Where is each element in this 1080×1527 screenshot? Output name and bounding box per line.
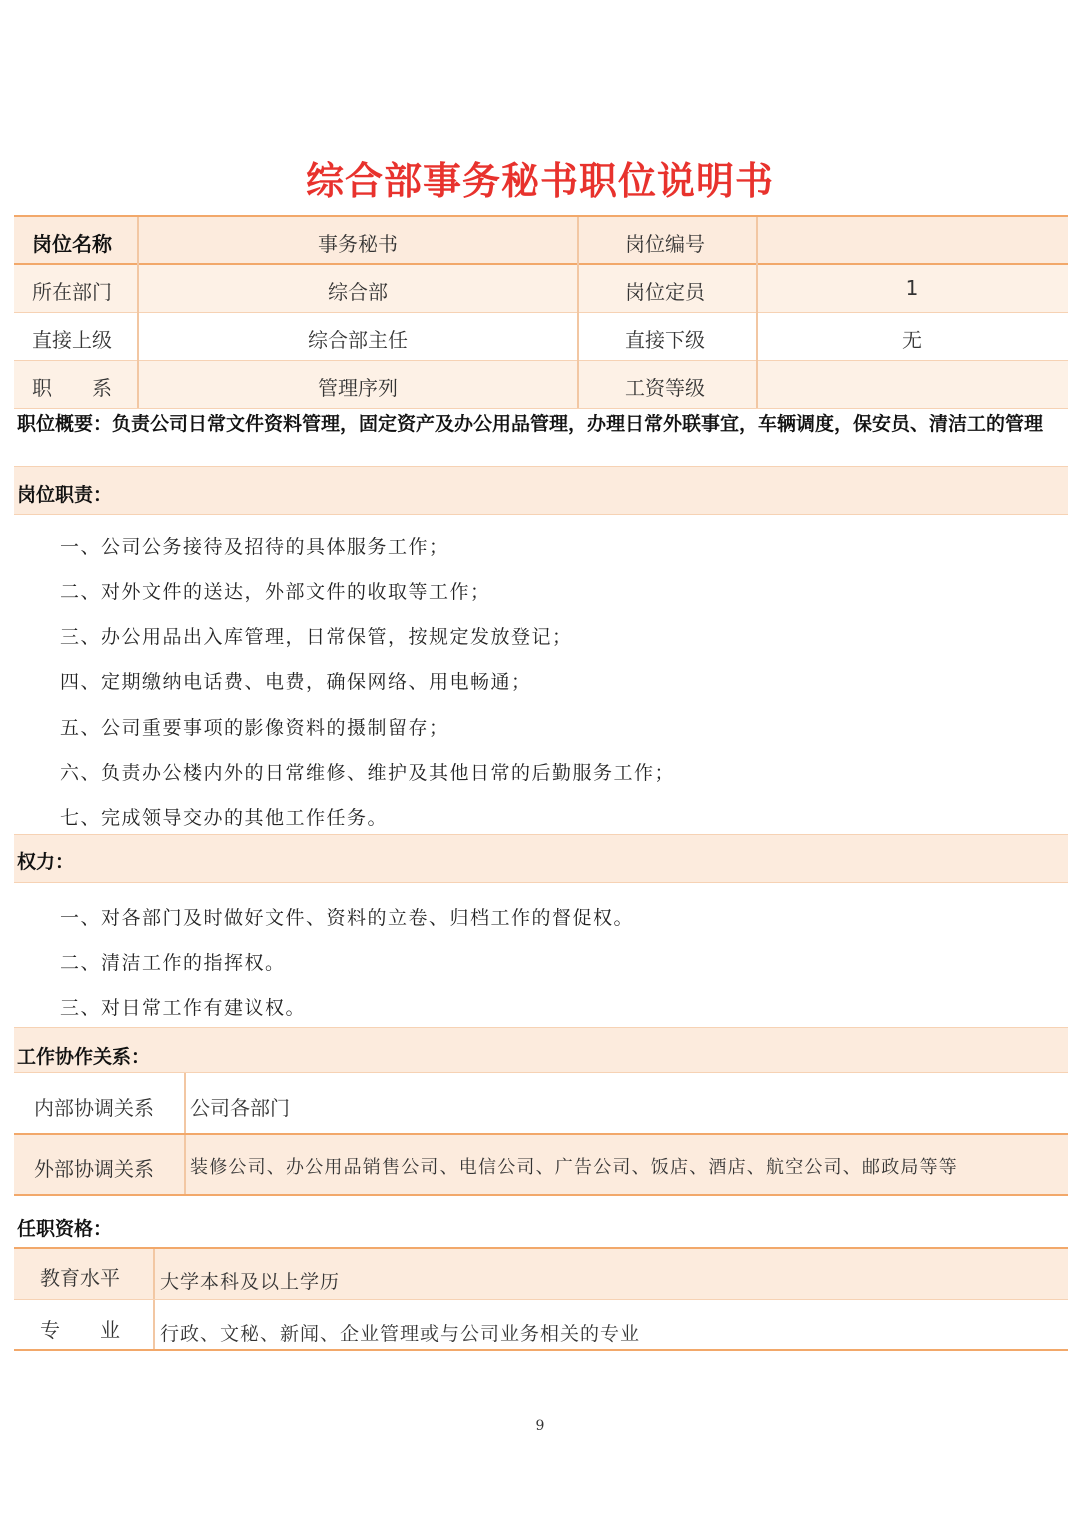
- value-direct-superior: 综合部主任: [308, 328, 408, 352]
- duty-item: 一、公司公务接待及招待的具体服务工作；: [60, 536, 450, 558]
- table-bottom-rule: [14, 1349, 1068, 1351]
- authority-item: 一、对各部门及时做好文件、资料的立卷、归档工作的督促权。: [60, 907, 635, 929]
- internal-coordination-label: 内部协调关系: [34, 1096, 154, 1120]
- value-headcount: 1: [905, 276, 919, 300]
- cooperation-heading: 工作协作关系：: [17, 1046, 151, 1068]
- authority-item: 二、清洁工作的指挥权。: [60, 952, 286, 974]
- duty-item: 六、负责办公楼内外的日常维修、维护及其他日常的后勤服务工作；: [60, 762, 676, 784]
- row-rule: [14, 408, 1068, 409]
- section-rule: [14, 1072, 1068, 1073]
- label-direct-superior: 直接上级: [32, 328, 112, 352]
- duty-item: 五、公司重要事项的影像资料的摄制留存；: [60, 717, 450, 739]
- duty-item: 三、办公用品出入库管理，日常保管，按规定发放登记；: [60, 626, 573, 648]
- education-label: 教育水平: [40, 1266, 120, 1290]
- duty-item: 二、对外文件的送达，外部文件的收取等工作；: [60, 581, 491, 603]
- external-coordination-label: 外部协调关系: [34, 1157, 154, 1181]
- label-direct-subordinate: 直接下级: [625, 328, 705, 352]
- section-rule: [14, 514, 1068, 515]
- value-job-family: 管理序列: [318, 376, 398, 400]
- label-department: 所在部门: [32, 280, 112, 304]
- authority-heading: 权力：: [17, 851, 75, 873]
- label-salary-grade: 工资等级: [625, 376, 705, 400]
- major-label: 专 业: [40, 1318, 120, 1342]
- duties-header-band: [14, 467, 1068, 514]
- label-position-name: 岗位名称: [32, 232, 112, 256]
- duty-item: 四、定期缴纳电话费、电费，确保网络、用电畅通；: [60, 671, 532, 693]
- section-rule: [14, 882, 1068, 883]
- row-rule: [14, 1299, 1068, 1300]
- job-summary: 职位概要：负责公司日常文件资料管理，固定资产及办公用品管理，办理日常外联事宜，车辆调度，保安员、清洁工的管理: [17, 413, 1044, 435]
- cooperation-header-band: [14, 1028, 1068, 1072]
- col-sep: [756, 217, 758, 408]
- duty-item: 七、完成领导交办的其他工作任务。: [60, 807, 389, 829]
- education-value: 大学本科及以上学历: [160, 1271, 341, 1293]
- qualification-heading: 任职资格：: [17, 1218, 113, 1240]
- label-headcount: 岗位定员: [625, 280, 705, 304]
- major-value: 行政、文秘、新闻、企业管理或与公司业务相关的专业: [160, 1323, 641, 1345]
- page-number: 9: [535, 1418, 545, 1434]
- col-sep: [577, 217, 579, 408]
- value-department: 综合部: [328, 280, 388, 304]
- value-direct-subordinate: 无: [902, 328, 922, 352]
- authority-header-band: [14, 835, 1068, 882]
- row-rule: [14, 312, 1068, 313]
- internal-coordination-value: 公司各部门: [190, 1096, 290, 1120]
- col-sep: [184, 1135, 186, 1194]
- label-job-family: 职 系: [32, 376, 112, 400]
- duties-heading: 岗位职责：: [17, 484, 113, 506]
- label-position-code: 岗位编号: [625, 232, 705, 256]
- external-coordination-value: 装修公司、办公用品销售公司、电信公司、广告公司、饭店、酒店、航空公司、邮政局等等: [190, 1157, 958, 1178]
- authority-item: 三、对日常工作有建议权。: [60, 997, 307, 1019]
- row-rule: [14, 1194, 1068, 1196]
- value-position-name: 事务秘书: [318, 232, 398, 256]
- page-title: 综合部事务秘书职位说明书: [305, 159, 774, 203]
